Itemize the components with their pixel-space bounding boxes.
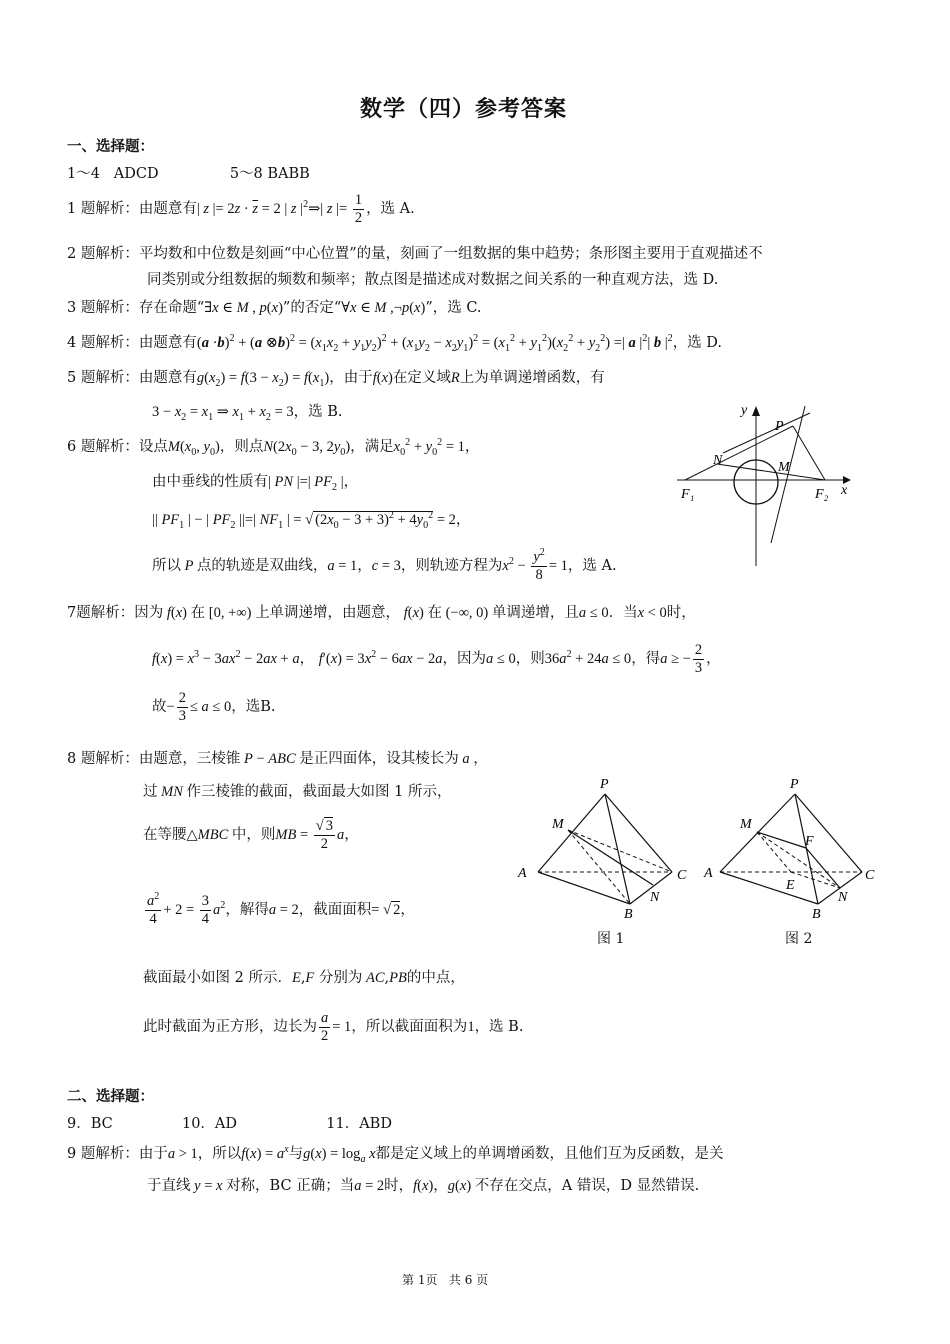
fig2-label-a: A	[704, 866, 713, 881]
edge-pc	[795, 794, 862, 872]
q5-line2	[152, 400, 343, 421]
q9-gx: $g(x) = \log_a x$	[303, 1146, 376, 1165]
q7-f1: f(x)	[166, 605, 191, 621]
q2-line1: 平均数和中位数是刻画“中心位置”的量，刻画了一组数据的集中趋势；条形图主要用于直观描述不	[138, 246, 763, 262]
q7-text8: ，因为	[442, 651, 486, 668]
q6-text3: ，满足	[350, 439, 394, 455]
q6-line4b: 点的轨迹是双曲线，	[196, 558, 328, 575]
q8-text1: 由题意，三棱锥	[138, 751, 241, 767]
q8-line5: 截面最小如图 2 所示．E,F 分别为 AC,PB的中点，	[143, 970, 465, 986]
q6-formula8: = 1	[548, 558, 568, 575]
q4-text1: 由题意有	[138, 335, 197, 351]
fig1-label-p: P	[600, 777, 609, 792]
answer-10: 10．AD	[181, 1116, 238, 1132]
fig1-label-b: B	[624, 907, 633, 922]
q3-label: 3 题解析：	[67, 300, 139, 316]
q8-solution: 8 题解析：由题意，三棱锥 P − ABC 是正四面体，设其棱长为 a ，	[67, 751, 488, 767]
q7-formula2: $f'(x) = 3x^2 - 6ax - 2a$	[318, 649, 443, 668]
q1-label: 1 题解析：	[67, 201, 139, 218]
fig1-label-c: C	[677, 868, 687, 883]
q7-conclusion: ，选B.	[231, 699, 276, 716]
q6-fraction: $\frac{y^2}{8}$	[533, 547, 545, 583]
q8-fraction1: $\frac{√ 3}{2}$	[315, 818, 333, 852]
q8-line2a: 过	[143, 784, 158, 800]
answer-range-2: 5～8	[229, 166, 263, 182]
q6-conclusion: ，选 A.	[567, 558, 617, 575]
q8-line4: $\frac{a^2}{4}$ + 2 = $\frac{3}{4}$ $a^2$，解得a = 2，截面面积= √ 2，	[147, 891, 415, 927]
footer-page: 第 1页	[402, 1273, 438, 1287]
q8-mb-a: a	[336, 827, 345, 844]
q8-line5b: 分别为	[318, 970, 363, 986]
q7-text2: 在	[190, 605, 206, 621]
q8-line6	[143, 1010, 523, 1044]
q7-line3	[152, 690, 276, 724]
fig2-label-b: B	[812, 907, 821, 922]
q8-text2: 是正四面体，设其棱长为	[299, 751, 459, 767]
q7-interval1: [0, +∞)	[205, 605, 256, 621]
q9-text1: 由于	[138, 1146, 168, 1162]
q3-text1: 存在命题“	[138, 300, 205, 316]
answer-values-1: ADCD	[113, 166, 159, 182]
q6-text2: ，则点	[219, 439, 264, 455]
line-pf1	[685, 426, 793, 480]
q3-formula1: ∃x ∈ M , p(x)	[204, 300, 283, 316]
q8-edge-a: a	[458, 751, 474, 767]
q5-label: 5 题解析：	[67, 370, 139, 386]
q4-formula: $(a \cdot b)^2 + (a$ ⊗b)$^2$ = $(x_1x_2 + y_1y_2)^2 + (x_1y_2 - x_2y_1)^2 = (x_1^2 + y_1^2)(x_2^2 + y_2^2)$ =| a $|^2|$ b $|^2$	[196, 333, 673, 354]
q6-formula6: a = 1，c = 3	[327, 558, 401, 575]
q8-line2b: 作三棱锥的截面，截面最大如图 1 所示，	[186, 784, 452, 800]
q8-line4a: ，解得	[225, 902, 269, 919]
y-axis-arrow	[752, 406, 760, 416]
q8-eq3: a = 2	[268, 902, 299, 919]
edge-pa	[538, 794, 605, 872]
q9-line2c: 时，	[384, 1178, 414, 1194]
q1-formula: | z |= $2z \cdot \overline{z} = 2$ | z $|^2\Rightarrow|$ z |=	[196, 199, 351, 218]
q7-line3a: 故	[152, 699, 167, 716]
answer-9: 9．BC	[67, 1116, 113, 1132]
q9-solution	[67, 1142, 724, 1163]
q7-text1: 因为	[134, 605, 164, 621]
q7-cond3: a ≤ 0	[486, 651, 516, 668]
q7-text5: 单调递增，且	[491, 605, 579, 621]
q8-line2	[143, 780, 451, 801]
fig2-label-e: E	[786, 878, 795, 893]
answer-line-2	[67, 1112, 392, 1133]
fig2-label-m: M	[740, 817, 752, 832]
q8-figure-1	[510, 772, 700, 952]
q8-conclusion: ，选 B.	[474, 1019, 524, 1036]
q8-eq1: + 2 =	[163, 902, 198, 919]
q7-minus: −	[166, 699, 175, 716]
q8-line5c: 的中点，	[406, 970, 465, 986]
fig1-label-m: M	[552, 817, 564, 832]
q7-text7: 时，	[666, 605, 696, 621]
q7-text3: 上单调递增，由题意，	[255, 605, 401, 621]
q5-formula2: f(x)	[372, 370, 393, 386]
q8-line6b: ，所以截面面积为	[351, 1019, 468, 1036]
fig2-label-f: F	[805, 834, 814, 849]
q5-text4: 上为单调递增函数，有	[459, 370, 605, 386]
q8-mb: MB =	[275, 827, 312, 844]
q7-text10: ，得	[631, 651, 661, 668]
section-heading-multi: 二、选择题：	[67, 1088, 154, 1105]
q5-formula1: $g(x_2) = f(3 - x_2) = f(x_1)$	[196, 370, 330, 389]
q9-label: 9 题解析：	[67, 1146, 139, 1162]
q6-hyperbola-figure	[675, 398, 865, 568]
label-x: x	[841, 483, 848, 498]
q7-interval2: (−∞, 0)	[441, 605, 492, 621]
q6-line3: || $PF_1$ | − | $PF_2$ ||=| $NF_1$ | = √ $(2x_0 - 3 + 3)^2 + 4y_0^2 = 2$，	[152, 510, 471, 531]
q5-text1: 由题意有	[138, 370, 197, 386]
q7-fraction2: $\frac{2}{3}$	[178, 690, 186, 724]
q7-formula5: ≤ a ≤ 0	[189, 699, 232, 716]
section-heading-choice: 一、选择题：	[67, 138, 154, 155]
q7-label: 7题解析：	[67, 605, 135, 621]
edge-pb	[605, 794, 630, 904]
q1-text: 由题意有	[138, 201, 197, 218]
label-n: N	[713, 453, 723, 468]
q8-label: 8 题解析：	[67, 751, 139, 767]
q9-text4: 都是定义域上的单调增函数，且他们互为反函数，是关	[375, 1146, 724, 1162]
q8-line3b: 中，则	[231, 827, 276, 844]
q5-conclusion: ，选 B.	[293, 404, 343, 420]
label-p: P	[775, 419, 784, 434]
q8-eq4: = √ 2	[371, 902, 401, 919]
q5-text2: ，由于	[329, 370, 373, 386]
q6-line4	[152, 549, 617, 583]
q2-solution	[67, 242, 763, 263]
q9-cond: a > 1	[167, 1146, 198, 1162]
q3-text3: ”，选 C.	[425, 300, 482, 316]
q6-line2: 由中垂线的性质有| PN |=| $PF_2$ |，	[152, 474, 359, 493]
q6-formula5: || $PF_1$ | − | $PF_2$ ||=| $NF_1$ | = √ $(2x_0 - 3 + 3)^2 + 4y_0^2 = 2$	[152, 510, 456, 531]
q1-conclusion: ，选 A.	[366, 201, 415, 218]
q9-line2b: 对称，BC 正确；当	[226, 1178, 355, 1194]
answer-range-1: 1～4	[67, 166, 100, 182]
q8-mn: MN	[157, 784, 187, 800]
q8-line3: 在等腰△MBC 中，则MB = $\frac{√ 3}{2}$ a，	[143, 818, 359, 852]
fig1-label-a: A	[518, 866, 527, 881]
q7-text9: ，则	[515, 651, 545, 668]
q8-line6a: 此时截面为正方形，边长为	[143, 1019, 317, 1036]
q3-text2: ”的否定“	[282, 300, 342, 316]
q9-yx: y = x	[194, 1178, 223, 1194]
q8-area: 1	[467, 1019, 475, 1036]
q5-text3: 在定义域	[392, 370, 451, 386]
answer-line	[67, 162, 310, 183]
q9-text3: 与	[288, 1146, 304, 1162]
q7-line2: $f(x) = x^3 - 3ax^2 - 2ax + a$， $f'(x) = 3x^2 - 6ax - 2a$，因为a ≤ 0，则$36a^2 + 24a \le 0$，得a ≥ − $\frac{2}{3}$ ，	[152, 642, 721, 676]
fig2-label-c: C	[865, 868, 875, 883]
q4-label: 4 题解析：	[67, 335, 139, 351]
q7-formula1: $f(x) = x^3 - 3ax^2 - 2ax + a$	[152, 649, 300, 668]
q8-eq2: $a^2$	[213, 900, 226, 919]
edge-ab	[720, 872, 818, 904]
q7-cond1: a ≤ 0	[578, 605, 609, 621]
q7-cond2: x < 0	[637, 605, 667, 621]
fig2-label-n: N	[838, 890, 848, 905]
q6-label: 6 题解析：	[67, 439, 139, 455]
q6-solution: 6 题解析：设点$M(x_0$, $y_0$)，则点$N(2x_0 - 3$, $2y_0$)，满足$x_0^2 + y_0^2 = 1$，	[67, 437, 480, 458]
q3-solution	[67, 296, 482, 317]
q6-formula7: $x^2$ −	[502, 556, 530, 575]
q6-line4a: 所以	[152, 558, 181, 575]
q8-pyramid: P − ABC	[243, 751, 296, 767]
q6-point-p: P	[181, 558, 197, 575]
q5-domain-r: R	[450, 370, 460, 386]
footer-total: 共 6 页	[448, 1273, 489, 1287]
q6-formula4: | PN |=| $PF_2$ |	[268, 474, 344, 493]
q7-formula3: $36a^2 + 24a \le 0$	[544, 649, 632, 668]
q9-fg: f(x)，g(x)	[413, 1178, 475, 1194]
q8-acpb: AC	[362, 970, 385, 986]
fig2-caption: 图 2	[785, 931, 813, 947]
q5-formula3: $3 - x_2 = x_1$ ⇒ $x_1 + x_2 = 3$	[152, 404, 294, 423]
q8-fraction3: $\frac{3}{4}$	[201, 893, 210, 927]
section-mc	[568, 830, 672, 872]
fig1-caption: 图 1	[597, 931, 625, 947]
q1-fraction: $\frac{1}{2}$	[354, 192, 363, 226]
q6-line2-text: 由中垂线的性质有	[152, 474, 268, 490]
q6-formula3: $x_0^2 + y_0^2 = 1$	[393, 437, 465, 458]
q9-line2d: 不存在交点，A 错误，D 显然错误.	[474, 1178, 700, 1194]
q4-conclusion: ，选 D.	[672, 335, 723, 351]
q6-text1: 设点	[138, 439, 168, 455]
q8-figure-2	[700, 772, 890, 952]
q9-line2a: 于直线	[147, 1178, 191, 1194]
page-title: 数学（四）参考答案	[360, 96, 568, 122]
q9-a2: a = 2	[354, 1178, 385, 1194]
q1-solution	[67, 192, 415, 226]
q2-line2: 同类别或分组数据的频数和频率；散点图是描述成对数据之间关系的一种直观方法，选 D.	[147, 272, 719, 288]
q8-fraction2: $\frac{a^2}{4}$	[147, 891, 160, 927]
q7-formula4: a ≥ −	[660, 651, 691, 668]
q8-line4b: ，截面面积	[298, 902, 372, 919]
q7-text4: 在	[427, 605, 442, 621]
q7-f2: f(x)	[403, 605, 428, 621]
page-footer	[402, 1271, 488, 1288]
q6-formula2: $N(2x_0 - 3$, $2y_0$)	[263, 439, 351, 458]
label-f2: F₂	[815, 487, 829, 502]
edge-ab	[538, 872, 630, 904]
answer-11: 11．ABD	[326, 1116, 392, 1132]
q7-fraction1: $\frac{2}{3}$	[694, 642, 703, 676]
q5-solution	[67, 366, 605, 387]
q8-ef: E	[291, 970, 301, 986]
q9-fx: $f(x) = a^x$	[241, 1144, 289, 1162]
answer-values-2: BABB	[267, 166, 310, 182]
q8-line5a: 截面最小如图 2 所示．	[143, 970, 292, 986]
q8-line3a: 在等腰	[143, 827, 187, 844]
fig2-label-p: P	[790, 777, 799, 792]
q3-formula2: ∀x ∈ M ,¬p(x)	[341, 300, 426, 316]
q9-text2: ，所以	[197, 1146, 242, 1162]
label-m: M	[778, 460, 790, 475]
label-f1: F₁	[681, 487, 695, 502]
q2-label: 2 题解析：	[67, 246, 139, 262]
q8-triangle: △MBC	[186, 827, 229, 844]
diag-mn	[757, 832, 840, 888]
q4-solution	[67, 331, 722, 352]
q8-fraction4: $\frac{a}{2}$	[321, 1010, 329, 1044]
q7-text6: ．当	[608, 605, 638, 621]
section-mn	[568, 830, 653, 885]
q7-solution	[67, 601, 696, 622]
q6-formula1: $M(x_0$, $y_0$)	[167, 439, 220, 458]
q8-eq5: = 1	[332, 1019, 352, 1036]
q6-line4c: ，则轨迹方程为	[400, 558, 503, 575]
label-y: y	[741, 403, 748, 418]
fig1-label-n: N	[650, 890, 660, 905]
q9-line2	[147, 1174, 699, 1195]
